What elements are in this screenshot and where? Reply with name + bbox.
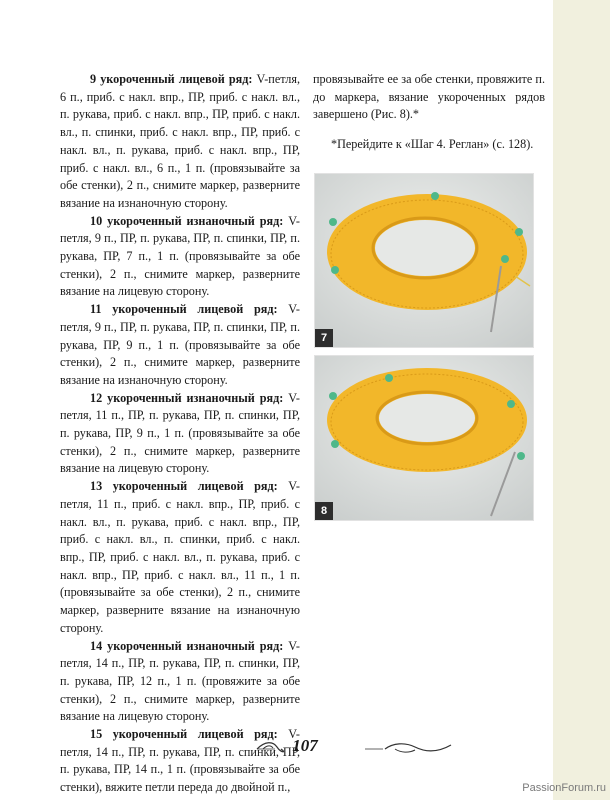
row-instructions: V-петля, 6 п., приб. с накл. впр., ПР, приб. с накл. вл., п. рукава, приб. с накл. впр., ПР, приб. с накл. вл., п. спинки, приб. с накл. впр., ПР, приб. с накл. вл., п. рукава, приб. с накл. впр., ПР, приб. с накл. вл., 6 п., 1 п. (провязывайте за обе стенки), 2 п., снимите маркер, разверните вязание на изнаночную сторону. (60, 72, 300, 210)
paragraph-row-9 (60, 71, 300, 213)
figure-8-photo (314, 355, 534, 521)
right-text-column (313, 71, 545, 165)
figure-number-7: 7 (315, 329, 333, 347)
row-heading: 12 укороченный изнаночный ряд: (90, 390, 284, 405)
row-instructions: V-петля, 9 п., ПР, п. рукава, ПР, п. спинки, ПР, п. рукава, ПР, 7 п., 1 п. (провязывайте за обе стенки), 2 п., снимите маркер, разверните вязание на лицевую сторону. (60, 213, 300, 299)
paragraph-row-11 (60, 301, 300, 390)
row-heading: 10 укороченный изнаночный ряд: (90, 213, 284, 228)
figure-7-photo (314, 173, 534, 348)
row-instructions: V-петля, 9 п., ПР, п. рукава, ПР, п. спинки, ПР, п. рукава, ПР, 9 п., 1 п. (провязывайте за обе стенки), 2 п., снимите маркер, разверните вязание на изнаночную сторону. (60, 302, 300, 387)
row-heading: 14 укороченный изнаночный ряд: (90, 638, 284, 653)
paragraph-row-14 (60, 638, 300, 727)
footnote: *Перейдите к «Шаг 4. Реглан» (с. 128). (331, 137, 534, 152)
row-heading: 15 укороченный лицевой ряд: (90, 727, 278, 742)
row-instructions: V-петля, 14 п., ПР, п. рукава, ПР, п. спинки, ПР, п. рукава, ПР, 12 п., 1 п. (провяжите за обе стенки), 2 п., снимите маркер, разверните вязание на лицевую сторону. (60, 638, 300, 724)
paragraph-row-13 (60, 478, 300, 637)
watermark: PassionForum.ru (522, 782, 606, 794)
paragraph-row-10 (60, 213, 300, 302)
knitted-yoke-image (315, 356, 533, 520)
row-heading: 9 укороченный лицевой ряд: (90, 72, 253, 86)
page-number: 107 (292, 736, 318, 755)
left-text-column (60, 71, 300, 797)
side-margin-strip (553, 0, 610, 800)
row-instructions: V-петля, 11 п., ПР, п. рукава, ПР, п. спинки, ПР, п. рукава, ПР, 9 п., 1 п. (провязывайте за обе стенки), 2 п., снимите маркер, разверните вязание на лицевую сторону. (60, 390, 300, 476)
row-instructions: V-петля, 14 п., ПР, п. рукава, ПР, п. спинки, ПР, п. рукава, ПР, 14 п., 1 п. (провязывайте за обе стенки), вяжите петли переда до двойной п., (60, 727, 300, 795)
continuation-text: провязывайте ее за обе стенки, провяжите п. до маркера, вязание укороченных рядов завершено (Рис. 8).* (313, 72, 545, 122)
knitted-yoke-image (315, 174, 533, 347)
row-heading: 11 укороченный лицевой ряд: (90, 302, 278, 317)
row-heading: 13 укороченный лицевой ряд: (90, 479, 278, 494)
paragraph-row-12 (60, 390, 300, 479)
page-number-ornament (255, 736, 455, 762)
figure-number-8: 8 (315, 502, 333, 520)
row-instructions: V-петля, 11 п., приб. с накл. впр., ПР, приб. с накл. вл., п. рукава, приб. с накл. впр., ПР, приб. с накл. вл., п. спинки, приб. с накл. впр., ПР, приб. с накл. вл., п. рукава, приб. с накл. впр., ПР, приб. с накл. вл., 11 п., 1 п. (провязывайте за обе стенки), 2 п., снимите маркер, разверните вязание на изнаночную сторону. (60, 479, 300, 635)
